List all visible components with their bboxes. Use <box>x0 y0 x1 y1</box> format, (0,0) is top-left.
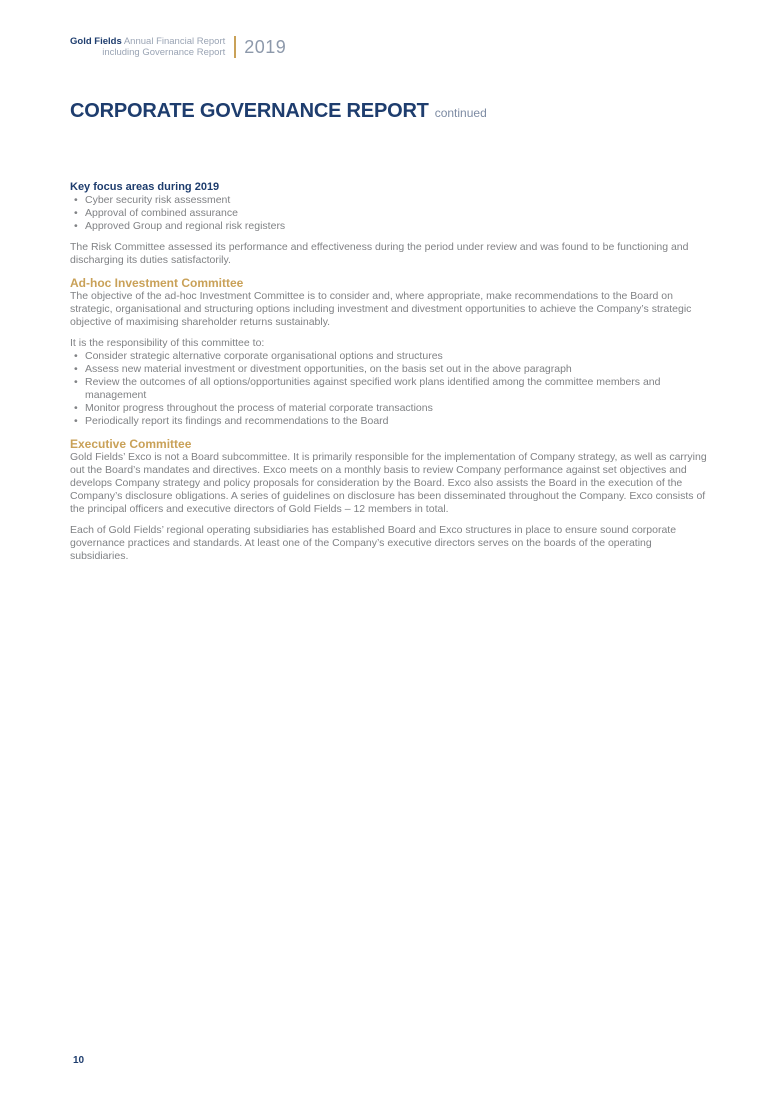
list-item: • Cyber security risk assessment <box>70 194 708 207</box>
brand-name: Gold Fields <box>70 36 122 47</box>
report-header <box>70 36 286 58</box>
report-year: 2019 <box>244 37 287 57</box>
responsibility-intro: It is the responsibility of this committee to: <box>70 337 265 349</box>
brand-report-type: Annual Financial Report <box>121 36 226 47</box>
exco-paragraph-1: Gold Fields’ Exco is not a Board subcommittee. It is primarily responsible for the implementation of Company strategy, as well as carrying out the Board’s mandates and directives. Exco meets on a monthly basis to review Company performance against set objectives and develops Company strategy and policy proposals for consideration by the Board. Exco also assists the Board in the execution of the Company’s disclosure obligations. A series of guidelines on disclosure has been disseminated throughout the Company. Exco consists of the principal officers and executive directors of Gold Fields – 12 members in total. <box>70 451 707 515</box>
page-title-suffix: continued <box>434 106 487 120</box>
page-number: 10 <box>73 1055 85 1066</box>
title-row <box>70 100 487 123</box>
list-item: • Assess new material investment or divestment opportunities, on the basis set out in the above paragraph <box>70 363 708 376</box>
header-divider <box>234 36 236 58</box>
list-item: • Consider strategic alternative corporate organisational options and structures <box>70 350 708 363</box>
report-content <box>70 181 708 563</box>
page-title: CORPORATE GOVERNANCE REPORT <box>70 100 429 122</box>
brand-line-2: including Governance Report <box>102 47 226 58</box>
list-item: • Review the outcomes of all options/opportunities against specified work plans identified among the committee members and management <box>70 376 708 402</box>
exco-paragraph-2: Each of Gold Fields’ regional operating subsidiaries has established Board and Exco structures in place to ensure sound corporate governance practices and standards. At least one of the Company’s executive directors serves on the boards of the operating subsidiaries. <box>70 524 677 562</box>
report-brand <box>70 36 225 58</box>
list-item: • Periodically report its findings and recommendations to the Board <box>70 415 708 428</box>
exco-heading: Executive Committee <box>70 437 192 451</box>
adhoc-committee-heading: Ad-hoc Investment Committee <box>70 276 244 290</box>
responsibility-list <box>70 350 708 428</box>
list-item: • Approval of combined assurance <box>70 207 708 220</box>
list-item: • Approved Group and regional risk registers <box>70 220 708 233</box>
risk-committee-paragraph: The Risk Committee assessed its performance and effectiveness during the period under review and was found to be functioning and discharging its duties satisfactorily. <box>70 241 689 266</box>
key-focus-list <box>70 194 708 233</box>
adhoc-objective-paragraph: The objective of the ad-hoc Investment Committee is to consider and, where appropriate, make recommendations to the Board on strategic, organisational and structuring options including investment and divestment opportunities to achieve the Company’s strategic objective of maximising shareholder returns sustainably. <box>70 290 692 328</box>
key-focus-heading: Key focus areas during 2019 <box>70 181 220 193</box>
list-item: • Monitor progress throughout the process of material corporate transactions <box>70 402 708 415</box>
brand-line-1 <box>70 36 225 47</box>
